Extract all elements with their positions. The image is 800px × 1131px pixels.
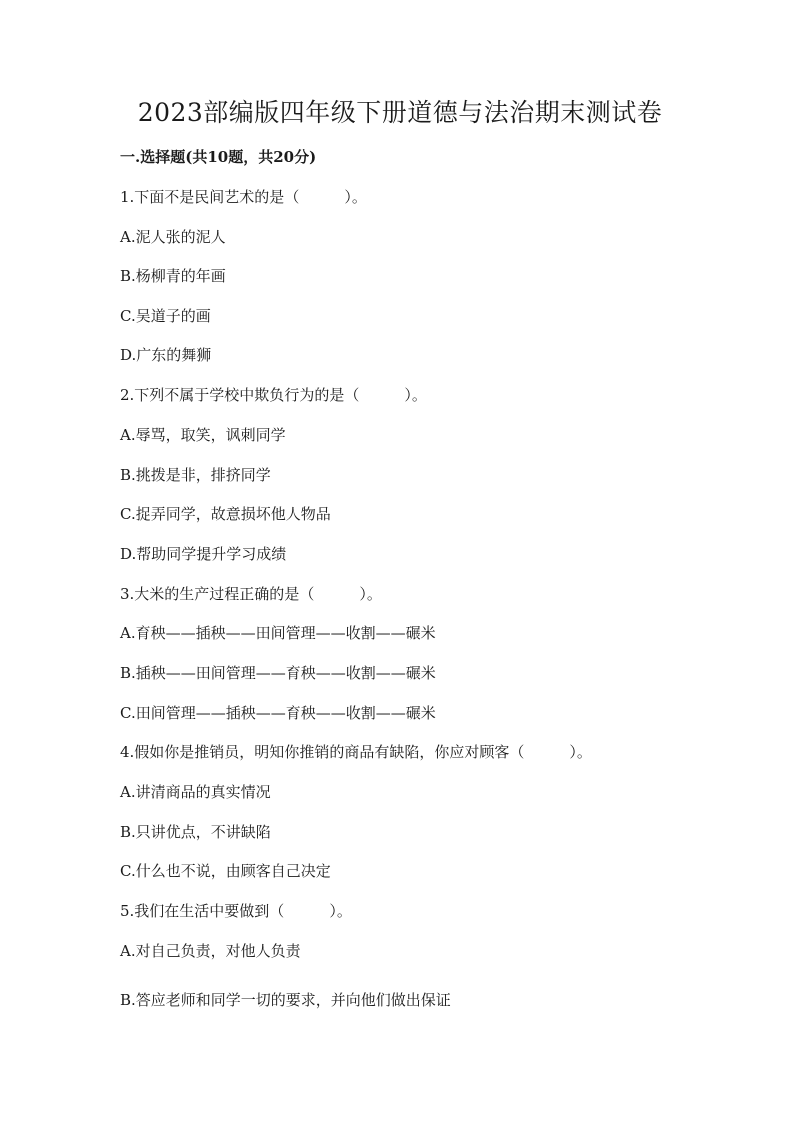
answer-option: C.什么也不说，由顾客自己决定	[120, 862, 331, 880]
question-stem: 4.假如你是推销员，明知你推销的商品有缺陷，你应对顾客（ ）。	[120, 743, 592, 761]
answer-option: A.讲清商品的真实情况	[120, 783, 271, 801]
answer-option: D.广东的舞狮	[120, 346, 212, 364]
question-stem: 2.下列不属于学校中欺负行为的是（ ）。	[120, 386, 427, 404]
question-stem: 5.我们在生活中要做到（ ）。	[120, 902, 352, 920]
page-title: 2023部编版四年级下册道德与法治期末测试卷	[137, 98, 663, 127]
answer-option: B.插秧——田间管理——育秧——收割——碾米	[120, 664, 436, 682]
answer-option: B.答应老师和同学一切的要求，并向他们做出保证	[120, 991, 451, 1009]
question-stem: 1.下面不是民间艺术的是（ ）。	[120, 188, 367, 206]
answer-option: A.泥人张的泥人	[120, 228, 226, 246]
section-heading: 一.选择题(共10题，共20分)	[120, 148, 317, 166]
answer-option: C.吴道子的画	[120, 307, 211, 325]
answer-option: B.挑拨是非，排挤同学	[120, 466, 271, 484]
question-stem: 3.大米的生产过程正确的是（ ）。	[120, 585, 382, 603]
answer-option: C.田间管理——插秧——育秧——收割——碾米	[120, 704, 436, 722]
answer-option: B.杨柳青的年画	[120, 267, 226, 285]
answer-option: D.帮助同学提升学习成绩	[120, 545, 287, 563]
answer-option: B.只讲优点，不讲缺陷	[120, 823, 271, 841]
answer-option: A.育秧——插秧——田间管理——收割——碾米	[120, 624, 436, 642]
answer-option: A.对自己负责，对他人负责	[120, 942, 301, 960]
answer-option: C.捉弄同学，故意损坏他人物品	[120, 505, 331, 523]
answer-option: A.辱骂，取笑，讽刺同学	[120, 426, 286, 444]
